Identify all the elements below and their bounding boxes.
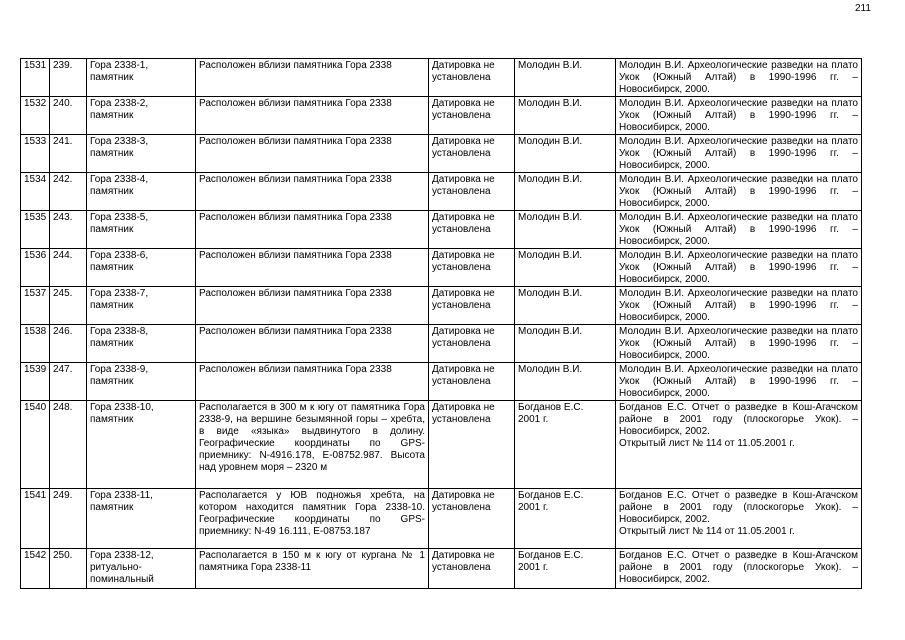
sub-number: 239. <box>50 59 87 97</box>
researcher: Молодин В.И. <box>515 97 616 135</box>
row-number: 1531 <box>21 59 50 97</box>
bibliographic-source: Богданов Е.С. Отчет о разведке в Кош-Агачском районе в 2001 году (плоскогорье Укок). – Новосибирск, 2002. Открытый лист № 114 от 11.05.2001 г. <box>616 401 862 489</box>
dating: Датировка не установлена <box>429 59 515 97</box>
monument-name: Гора 2338-11, памятник <box>87 489 196 549</box>
sub-number: 243. <box>50 211 87 249</box>
researcher: Богданов Е.С. 2001 г. <box>515 489 616 549</box>
row-number: 1540 <box>21 401 50 489</box>
sub-number: 244. <box>50 249 87 287</box>
sub-number: 241. <box>50 135 87 173</box>
dating: Датировка не установлена <box>429 211 515 249</box>
row-number: 1537 <box>21 287 50 325</box>
row-number: 1535 <box>21 211 50 249</box>
dating: Датировка не установлена <box>429 173 515 211</box>
location-description: Располагается в 150 м к югу от кургана № 1 памятника Гора 2338-11 <box>196 549 429 589</box>
table-row <box>21 211 862 249</box>
row-number: 1534 <box>21 173 50 211</box>
dating: Датировка не установлена <box>429 287 515 325</box>
table-row <box>21 59 862 97</box>
table-row <box>21 173 862 211</box>
monument-name: Гора 2338-6, памятник <box>87 249 196 287</box>
dating: Датировка не установлена <box>429 549 515 589</box>
sub-number: 247. <box>50 363 87 401</box>
location-description: Расположен вблизи памятника Гора 2338 <box>196 287 429 325</box>
sub-number: 249. <box>50 489 87 549</box>
dating: Датировка не установлена <box>429 489 515 549</box>
dating: Датировка не установлена <box>429 325 515 363</box>
page-number: 211 <box>855 3 871 14</box>
researcher: Богданов Е.С. 2001 г. <box>515 549 616 589</box>
bibliographic-source: Молодин В.И. Археологические разведки на плато Укок (Южный Алтай) в 1990-1996 гг. – Новосибирск, 2000. <box>616 211 862 249</box>
monument-name: Гора 2338-5, памятник <box>87 211 196 249</box>
bibliographic-source: Молодин В.И. Археологические разведки на плато Укок (Южный Алтай) в 1990-1996 гг. – Новосибирск, 2000. <box>616 363 862 401</box>
sub-number: 242. <box>50 173 87 211</box>
dating: Датировка не установлена <box>429 249 515 287</box>
researcher: Молодин В.И. <box>515 287 616 325</box>
monument-name: Гора 2338-10, памятник <box>87 401 196 489</box>
location-description: Расположен вблизи памятника Гора 2338 <box>196 135 429 173</box>
location-description: Расположен вблизи памятника Гора 2338 <box>196 363 429 401</box>
dating: Датировка не установлена <box>429 135 515 173</box>
monument-name: Гора 2338-3, памятник <box>87 135 196 173</box>
row-number: 1536 <box>21 249 50 287</box>
sub-number: 240. <box>50 97 87 135</box>
monument-name: Гора 2338-2, памятник <box>87 97 196 135</box>
table-row <box>21 287 862 325</box>
table-row <box>21 249 862 287</box>
bibliographic-source: Молодин В.И. Археологические разведки на плато Укок (Южный Алтай) в 1990-1996 гг. – Новосибирск, 2000. <box>616 325 862 363</box>
monument-name: Гора 2338-12, ритуально- поминальный <box>87 549 196 589</box>
monument-name: Гора 2338-7, памятник <box>87 287 196 325</box>
researcher: Богданов Е.С. 2001 г. <box>515 401 616 489</box>
bibliographic-source: Молодин В.И. Археологические разведки на плато Укок (Южный Алтай) в 1990-1996 гг. – Новосибирск, 2000. <box>616 135 862 173</box>
location-description: Располагается в 300 м к югу от памятника Гора 2338-9, на вершине безымянной горы – хребта, в виде «языка» выдвинутого в долину. Географические координаты по GPS-приемнику: N-4916.178, E-08752.987. Высота над уровнем моря – 2320 м <box>196 401 429 489</box>
bibliographic-source: Молодин В.И. Археологические разведки на плато Укок (Южный Алтай) в 1990-1996 гг. – Новосибирск, 2000. <box>616 249 862 287</box>
researcher: Молодин В.И. <box>515 363 616 401</box>
monument-registry-table <box>20 58 862 589</box>
location-description: Расположен вблизи памятника Гора 2338 <box>196 211 429 249</box>
table-row <box>21 135 862 173</box>
row-number: 1533 <box>21 135 50 173</box>
monument-name: Гора 2338-8, памятник <box>87 325 196 363</box>
row-number: 1538 <box>21 325 50 363</box>
researcher: Молодин В.И. <box>515 173 616 211</box>
table-row <box>21 363 862 401</box>
bibliographic-source: Молодин В.И. Археологические разведки на плато Укок (Южный Алтай) в 1990-1996 гг. – Новосибирск, 2000. <box>616 97 862 135</box>
sub-number: 246. <box>50 325 87 363</box>
location-description: Расположен вблизи памятника Гора 2338 <box>196 325 429 363</box>
bibliographic-source: Богданов Е.С. Отчет о разведке в Кош-Агачском районе в 2001 году (плоскогорье Укок). – Новосибирск, 2002. Открытый лист № 114 от 11.05.2001 г. <box>616 489 862 549</box>
monument-name: Гора 2338-4, памятник <box>87 173 196 211</box>
row-number: 1532 <box>21 97 50 135</box>
bibliographic-source: Молодин В.И. Археологические разведки на плато Укок (Южный Алтай) в 1990-1996 гг. – Новосибирск, 2000. <box>616 59 862 97</box>
location-description: Располагается у ЮВ подножья хребта, на котором находится памятник Гора 2338-10. Географические координаты по GPS-приемнику: N-49 16.111, E-08753.187 <box>196 489 429 549</box>
bibliographic-source: Богданов Е.С. Отчет о разведке в Кош-Агачском районе в 2001 году (плоскогорье Укок). – Новосибирск, 2002. <box>616 549 862 589</box>
dating: Датировка не установлена <box>429 401 515 489</box>
location-description: Расположен вблизи памятника Гора 2338 <box>196 173 429 211</box>
dating: Датировка не установлена <box>429 363 515 401</box>
location-description: Расположен вблизи памятника Гора 2338 <box>196 97 429 135</box>
location-description: Расположен вблизи памятника Гора 2338 <box>196 249 429 287</box>
table-row <box>21 549 862 589</box>
monument-name: Гора 2338-1, памятник <box>87 59 196 97</box>
location-description: Расположен вблизи памятника Гора 2338 <box>196 59 429 97</box>
dating: Датировка не установлена <box>429 97 515 135</box>
monument-name: Гора 2338-9, памятник <box>87 363 196 401</box>
table-row <box>21 489 862 549</box>
table-row <box>21 325 862 363</box>
sub-number: 250. <box>50 549 87 589</box>
researcher: Молодин В.И. <box>515 211 616 249</box>
sub-number: 245. <box>50 287 87 325</box>
researcher: Молодин В.И. <box>515 135 616 173</box>
researcher: Молодин В.И. <box>515 249 616 287</box>
sub-number: 248. <box>50 401 87 489</box>
row-number: 1541 <box>21 489 50 549</box>
researcher: Молодин В.И. <box>515 325 616 363</box>
table-row <box>21 97 862 135</box>
row-number: 1539 <box>21 363 50 401</box>
bibliographic-source: Молодин В.И. Археологические разведки на плато Укок (Южный Алтай) в 1990-1996 гг. – Новосибирск, 2000. <box>616 173 862 211</box>
table-row <box>21 401 862 489</box>
researcher: Молодин В.И. <box>515 59 616 97</box>
bibliographic-source: Молодин В.И. Археологические разведки на плато Укок (Южный Алтай) в 1990-1996 гг. – Новосибирск, 2000. <box>616 287 862 325</box>
row-number: 1542 <box>21 549 50 589</box>
